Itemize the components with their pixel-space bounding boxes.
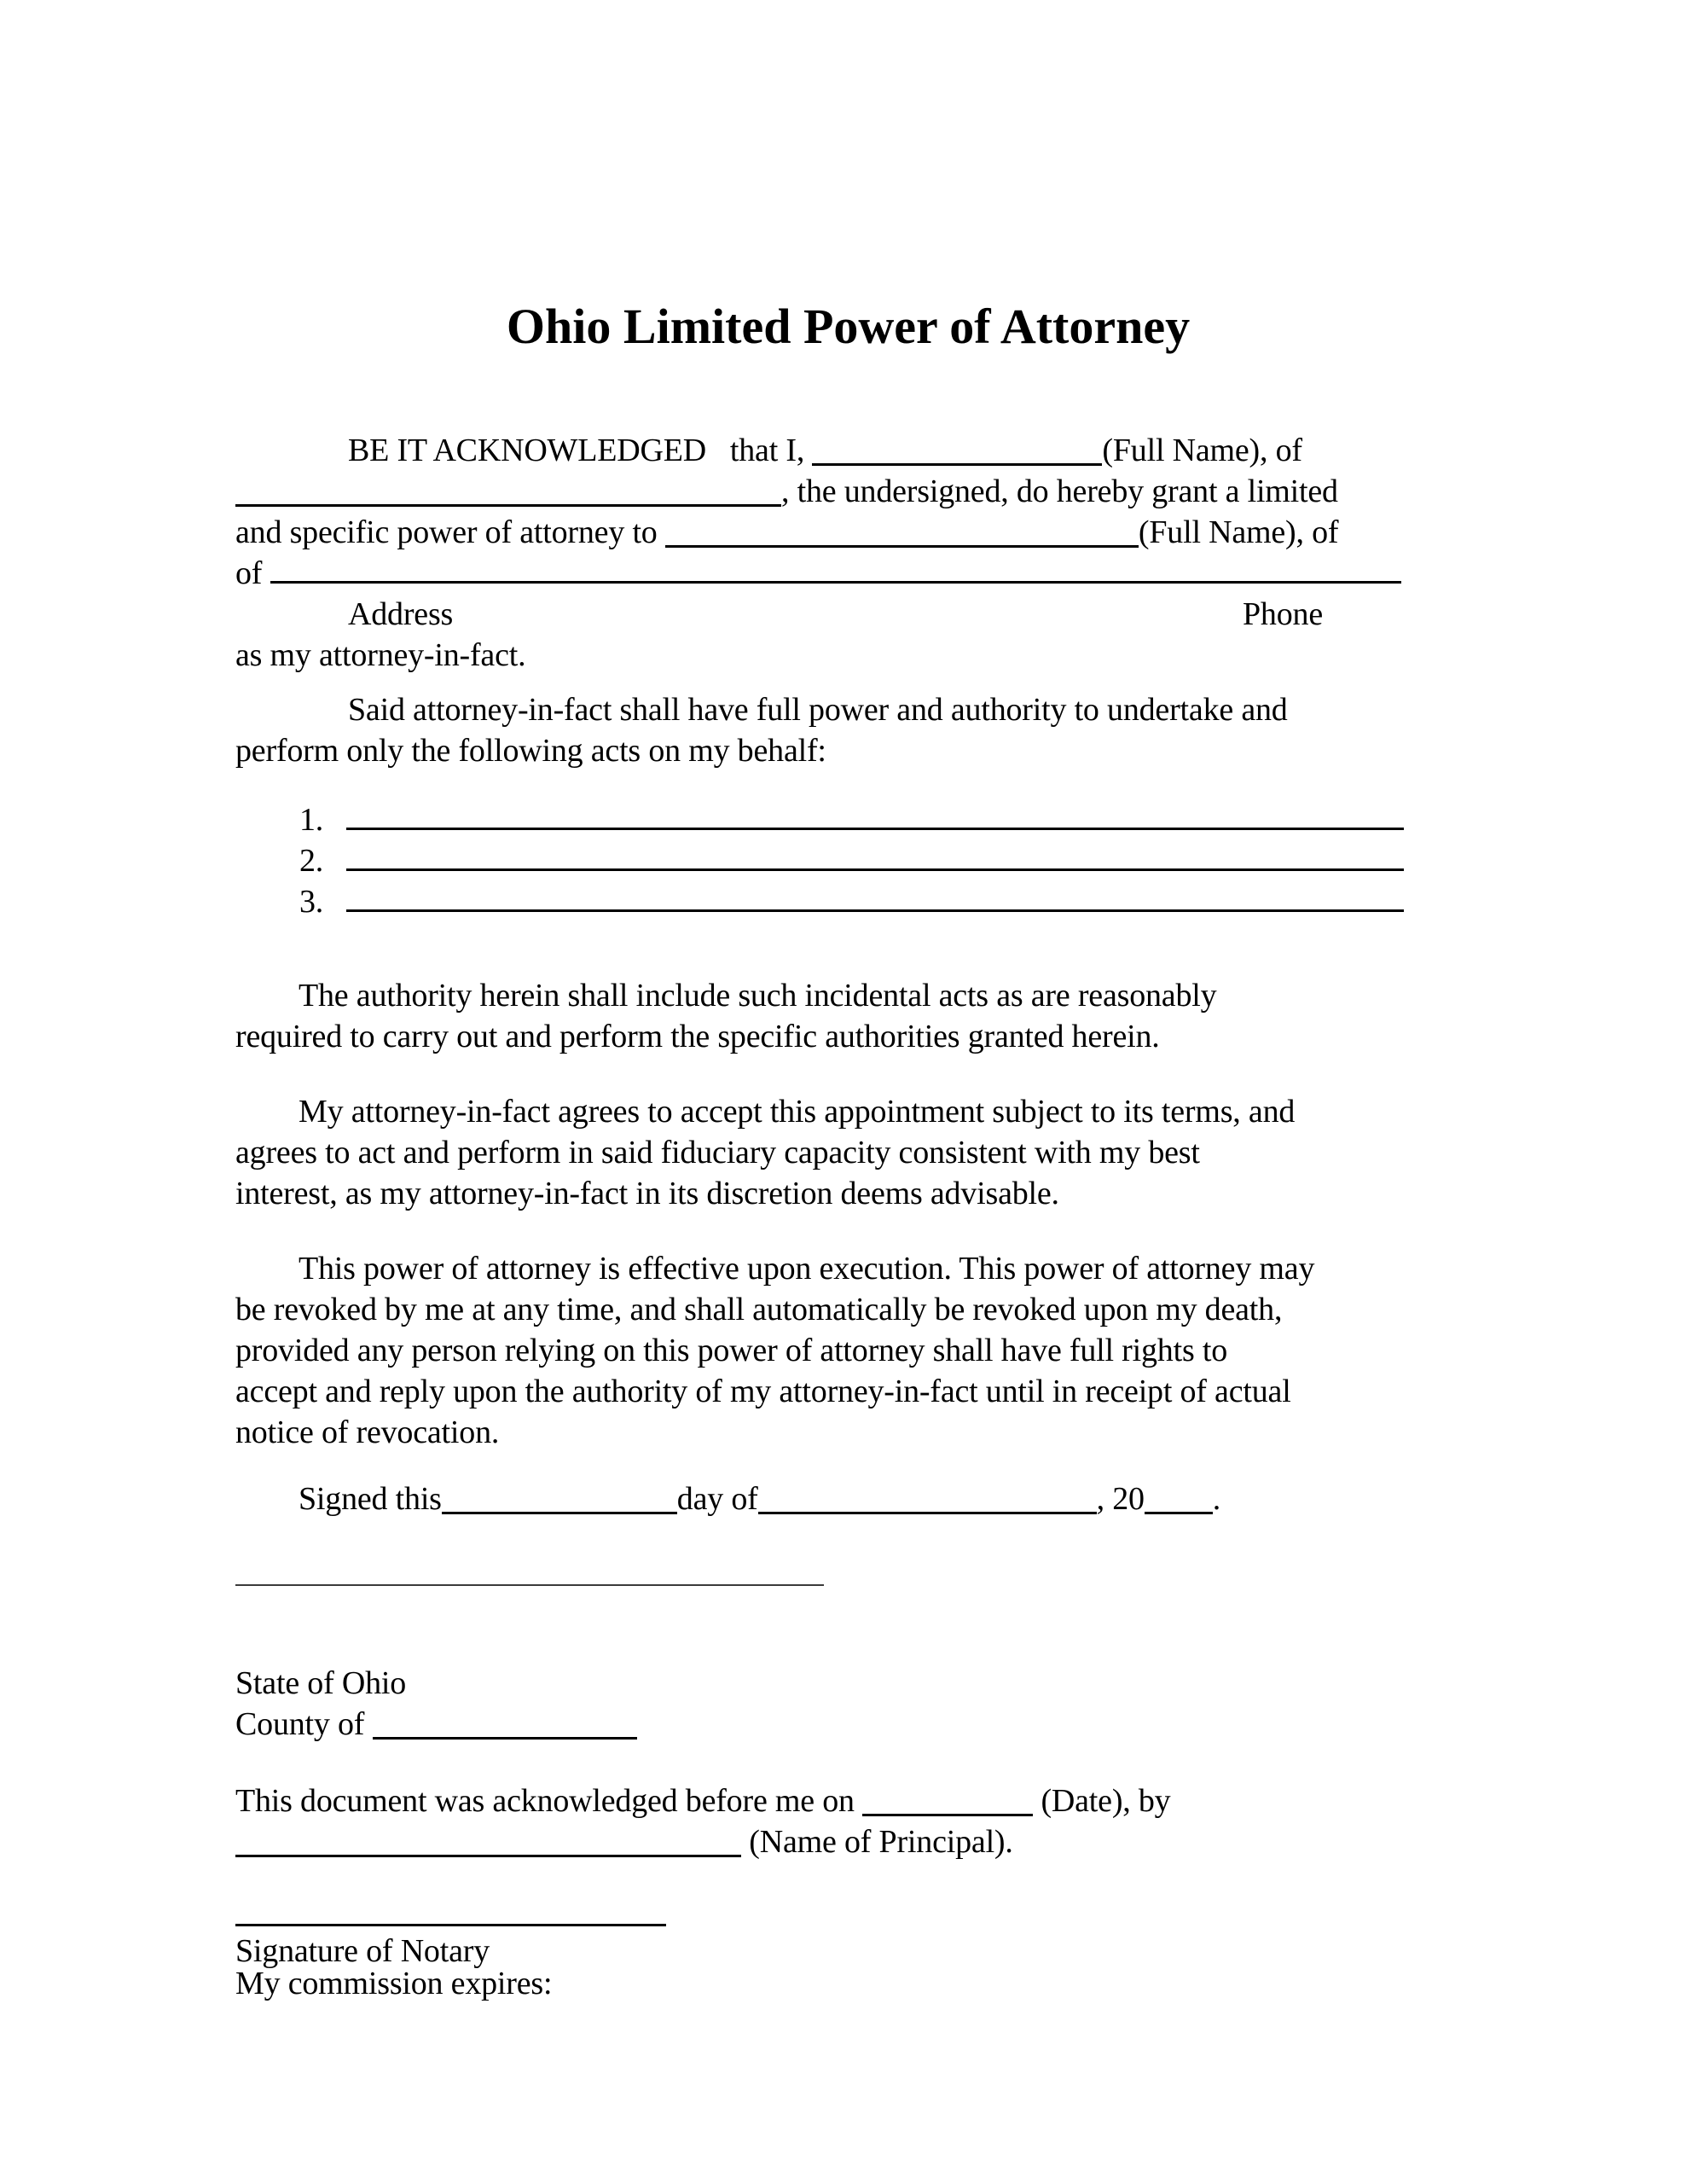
principal-signature-line bbox=[235, 1584, 824, 1586]
intro-line-4 bbox=[235, 553, 1401, 594]
powers-line-1: Said attorney-in-fact shall have full power and authority to undertake and bbox=[348, 692, 1288, 728]
notary-signature-label: Signature of Notary bbox=[235, 1933, 490, 1969]
intro-line-3 bbox=[235, 512, 1401, 553]
effectiveness-line-5: notice of revocation. bbox=[235, 1414, 500, 1450]
acts-list bbox=[235, 799, 1401, 922]
effectiveness-line-3: provided any person relying on this power of attorney shall have full rights to bbox=[235, 1333, 1227, 1368]
intro-line-6: as my attorney-in-fact. bbox=[235, 637, 526, 673]
phone-label: Phone bbox=[1243, 596, 1324, 632]
intro-line-2-text: , the undersigned, do hereby grant a limited bbox=[781, 473, 1338, 509]
commission-label: My commission expires: bbox=[235, 1966, 553, 2001]
date-blank bbox=[862, 1814, 1033, 1816]
signed-pre-text: Signed this bbox=[299, 1481, 442, 1517]
attorney-name-blank bbox=[665, 545, 1139, 548]
date-label: (Date), by bbox=[1033, 1783, 1171, 1819]
principal-name-ack-blank bbox=[235, 1855, 741, 1857]
act-number-2: 2. bbox=[299, 843, 324, 879]
principal-name-blank bbox=[812, 463, 1102, 466]
authority-line-2: required to carry out and perform the specific authorities granted herein. bbox=[235, 1019, 1160, 1054]
signed-month-blank bbox=[758, 1512, 1097, 1514]
acceptance-line-1: My attorney-in-fact agrees to accept this appointment subject to its terms, and bbox=[299, 1094, 1296, 1130]
act-blank-3 bbox=[346, 909, 1404, 912]
acknowledgment-block bbox=[235, 1780, 1401, 1862]
acceptance-paragraph bbox=[235, 1091, 1401, 1214]
act-blank-2 bbox=[346, 868, 1404, 871]
acceptance-line-2: agrees to act and perform in said fiduciary capacity consistent with my best bbox=[235, 1135, 1200, 1170]
effectiveness-line-1: This power of attorney is effective upon execution. This power of attorney may bbox=[299, 1251, 1315, 1287]
signed-mid2-text: , 20 bbox=[1096, 1481, 1145, 1517]
intro-paragraph bbox=[235, 430, 1401, 676]
intro-line-1 bbox=[235, 430, 1401, 471]
powers-line-2: perform only the following acts on my behalf: bbox=[235, 733, 826, 769]
signed-year-blank bbox=[1145, 1512, 1213, 1514]
act-item-3 bbox=[235, 881, 1401, 922]
acknowledgment-text: This document was acknowledged before me on bbox=[235, 1783, 863, 1819]
effectiveness-line-4: accept and reply upon the authority of my attorney-in-fact until in receipt of actual bbox=[235, 1374, 1291, 1409]
acknowledgment-line-1 bbox=[235, 1780, 1401, 1821]
effectiveness-paragraph bbox=[235, 1248, 1401, 1453]
address-phone-labels bbox=[235, 594, 1401, 635]
full-name-label-1: (Full Name), of bbox=[1102, 433, 1302, 468]
notary-block bbox=[235, 1935, 1401, 2000]
authority-line-1: The authority herein shall include such incidental acts as are reasonably bbox=[299, 978, 1217, 1014]
signed-line bbox=[235, 1478, 1401, 1519]
acknowledgment-line-2 bbox=[235, 1821, 1401, 1862]
act-item-1 bbox=[235, 799, 1401, 840]
authority-paragraph bbox=[235, 975, 1401, 1057]
intro-line-3-text: and specific power of attorney to bbox=[235, 514, 665, 550]
act-number-3: 3. bbox=[299, 884, 324, 920]
powers-paragraph bbox=[235, 689, 1401, 771]
signed-end-text: . bbox=[1212, 1481, 1221, 1517]
county-blank bbox=[373, 1737, 637, 1740]
signed-mid1-text: day of bbox=[676, 1481, 758, 1517]
document-title: Ohio Limited Power of Attorney bbox=[506, 299, 1191, 354]
intro-line-4-text: of bbox=[235, 555, 270, 591]
intro-line-2 bbox=[235, 471, 1401, 512]
address-label: Address bbox=[348, 596, 454, 632]
principal-address-blank bbox=[235, 504, 781, 507]
act-blank-1 bbox=[346, 828, 1404, 830]
address-phone-blank bbox=[270, 581, 1401, 584]
venue-block bbox=[235, 1663, 1401, 1745]
county-line bbox=[235, 1704, 1401, 1745]
effectiveness-line-2: be revoked by me at any time, and shall automatically be revoked upon my death, bbox=[235, 1292, 1283, 1327]
acceptance-line-3: interest, as my attorney-in-fact in its discretion deems advisable. bbox=[235, 1176, 1059, 1211]
signed-day-blank bbox=[442, 1512, 677, 1514]
state-line: State of Ohio bbox=[235, 1665, 407, 1701]
act-number-1: 1. bbox=[299, 802, 324, 838]
notary-signature-line bbox=[235, 1924, 666, 1926]
principal-name-label: (Name of Principal). bbox=[741, 1824, 1013, 1860]
intro-line-1-text: BE IT ACKNOWLEDGED that I, bbox=[348, 433, 813, 468]
act-item-2 bbox=[235, 840, 1401, 881]
full-name-label-2: (Full Name), of bbox=[1138, 514, 1339, 550]
county-text: County of bbox=[235, 1706, 373, 1742]
